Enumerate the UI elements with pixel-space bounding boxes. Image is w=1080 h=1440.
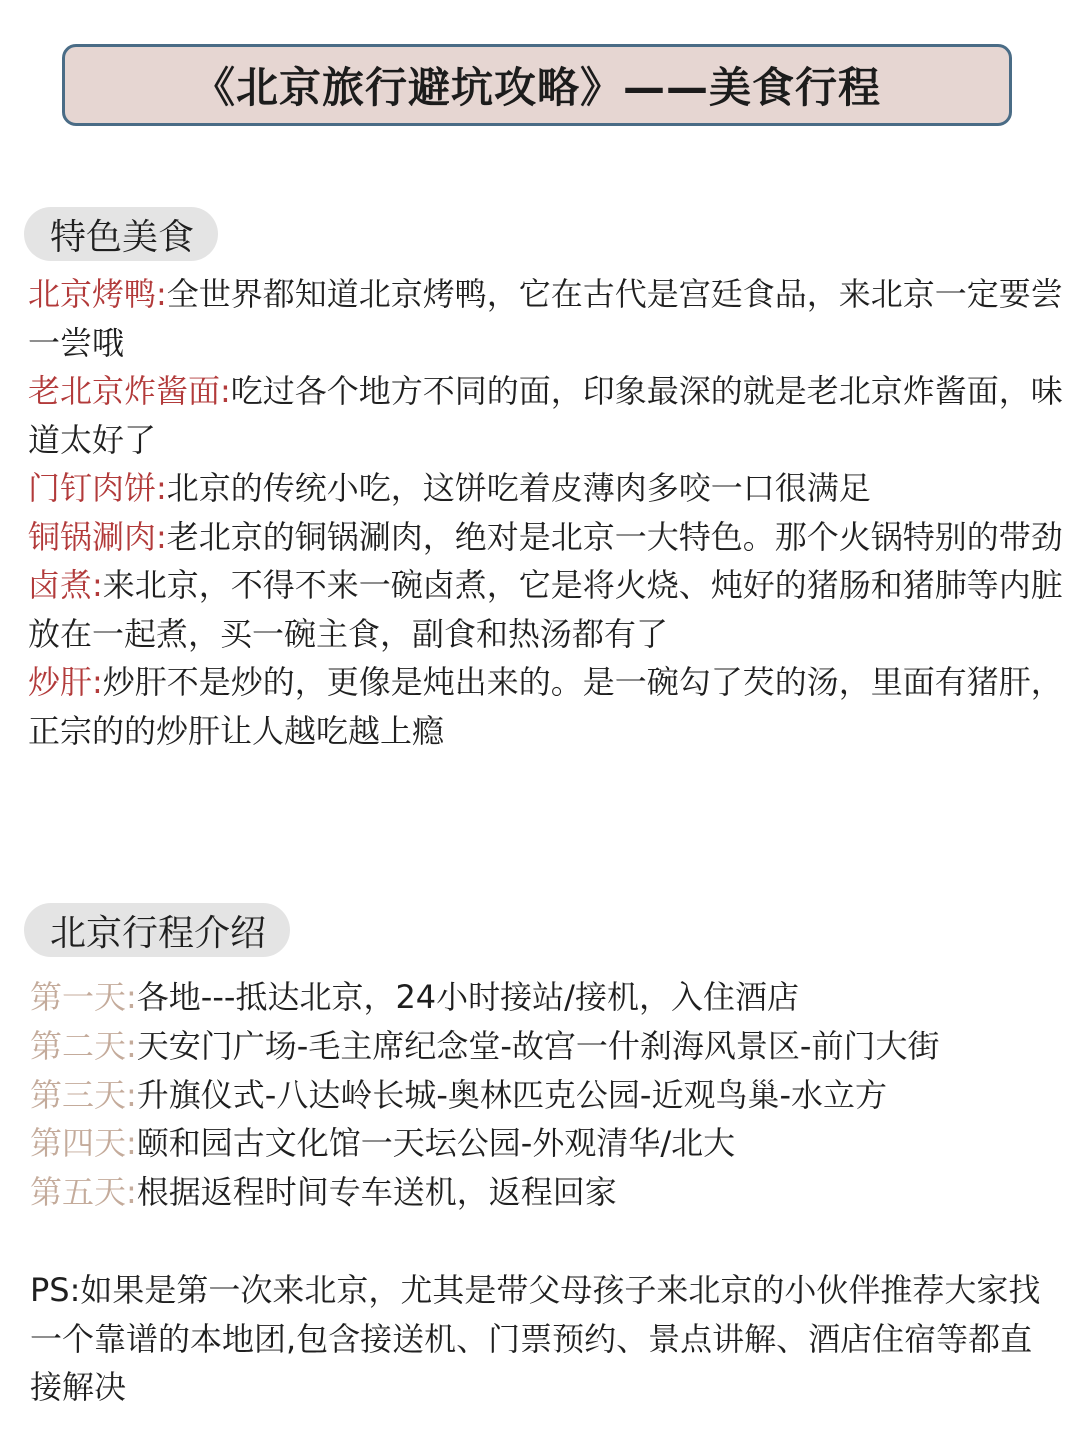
day-plan: 颐和园古文化馆一天坛公园-外观清华/北大 <box>136 1124 736 1163</box>
day-label: 第四天: <box>30 1124 137 1163</box>
food-item-hotpot <box>28 513 1063 562</box>
day-label: 第一天: <box>30 978 137 1016</box>
food-item-luzhu <box>28 561 1063 658</box>
day-label: 第五天: <box>30 1173 137 1212</box>
food-item-roast-duck <box>28 270 1063 367</box>
section-label-food: 特色美食 <box>24 207 218 261</box>
food-name: 炒肝: <box>28 663 103 701</box>
food-name: 老北京炸酱面: <box>28 372 231 410</box>
food-list <box>28 270 1063 755</box>
page-title: 《北京旅行避坑攻略》——美食行程 <box>192 63 881 112</box>
food-description: 炒肝不是炒的，更像是炖出来的。是一碗勾了芡的汤，里面有猪肝，正宗的的炒肝让人越吃越上瘾 <box>28 663 1063 750</box>
itinerary-list <box>30 973 1075 1217</box>
food-name: 卤煮: <box>28 566 103 604</box>
food-name: 铜锅涮肉: <box>28 517 167 556</box>
food-description: 吃过各个地方不同的面，印象最深的就是老北京炸酱面，味道太好了 <box>28 372 1063 459</box>
itinerary-day-4 <box>30 1119 1075 1168</box>
food-item-chaogan <box>28 658 1063 755</box>
itinerary-day-3 <box>30 1071 1075 1120</box>
food-description: 北京的传统小吃，这饼吃着皮薄肉多咬一口很满足 <box>166 469 871 507</box>
day-label: 第二天: <box>30 1026 137 1065</box>
day-plan: 各地---抵达北京，24小时接站/接机，入住酒店 <box>136 978 799 1016</box>
food-description: 来北京，不得不来一碗卤煮，它是将火烧、炖好的猪肠和猪肺等内脏放在一起煮，买一碗主食，副食和热汤都有了 <box>28 566 1063 653</box>
day-plan: 天安门广场-毛主席纪念堂-故宫一什刹海风景区-前门大街 <box>136 1026 940 1065</box>
itinerary-day-5 <box>30 1168 1075 1217</box>
title-banner <box>62 44 1012 126</box>
food-description: 老北京的铜锅涮肉，绝对是北京一大特色。那个火锅特别的带劲 <box>166 517 1063 556</box>
food-item-zhajiang-noodles <box>28 367 1063 464</box>
food-description: 全世界都知道北京烤鸭，它在古代是宫廷食品，来北京一定要尝一尝哦 <box>28 275 1063 362</box>
day-plan: 升旗仪式-八达岭长城-奥林匹克公园-近观鸟巢-水立方 <box>136 1075 887 1114</box>
food-name: 门钉肉饼: <box>28 469 167 507</box>
food-name: 北京烤鸭: <box>28 275 167 313</box>
day-plan: 根据返程时间专车送机，返程回家 <box>136 1173 617 1212</box>
day-label: 第三天: <box>30 1075 137 1114</box>
itinerary-day-2 <box>30 1022 1075 1071</box>
ps-note: PS:如果是第一次来北京，尤其是带父母孩子来北京的小伙伴推荐大家找一个靠谱的本地团,包含接送机、门票预约、景点讲解、酒店住宿等都直接解决 <box>30 1271 1041 1406</box>
food-item-meat-pie <box>28 464 1063 513</box>
itinerary-day-1 <box>30 973 1075 1022</box>
section-label-itinerary: 北京行程介绍 <box>24 903 290 957</box>
